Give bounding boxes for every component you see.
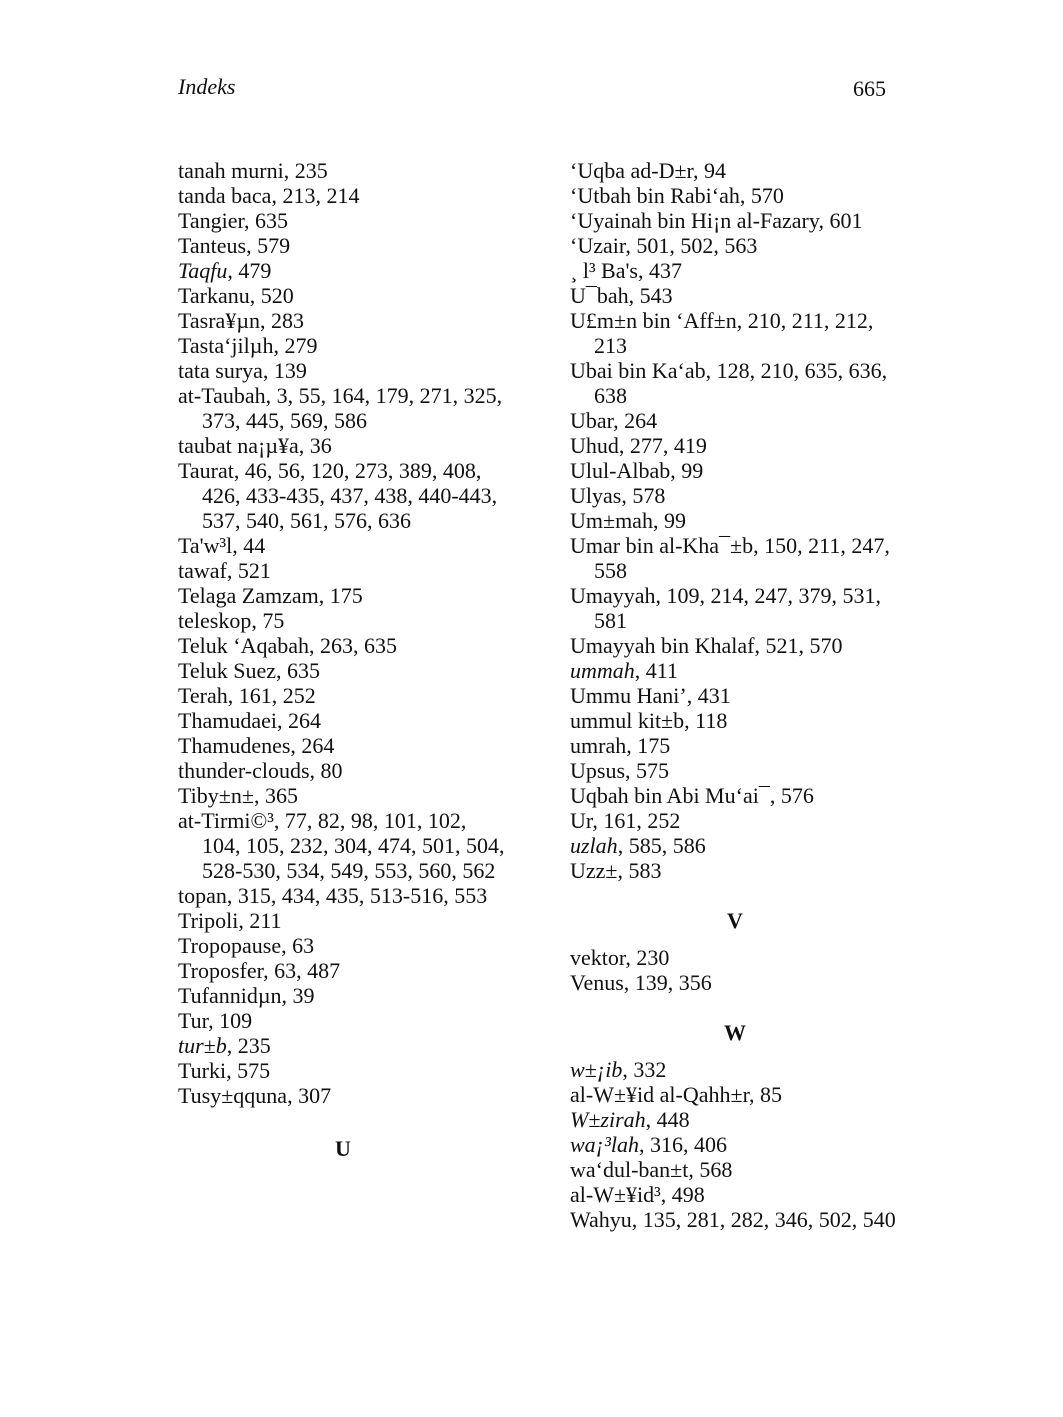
v-entries (570, 945, 900, 995)
index-pages: , 211 (238, 908, 282, 933)
index-term: Ubar (570, 408, 614, 433)
index-pages: , 128, 210, 635, 636, 638 (594, 358, 888, 408)
index-term: Uqbah bin Abi Mu‘ai¯ (570, 783, 770, 808)
index-entry (178, 208, 508, 233)
index-pages: , 150, 211, 247, 558 (594, 533, 890, 583)
index-pages: , 264 (290, 733, 335, 758)
index-term: Tufannidµn (178, 983, 282, 1008)
index-entry (570, 508, 900, 533)
index-entry (570, 408, 900, 433)
index-entry (178, 1058, 508, 1083)
index-pages: , 576 (769, 783, 814, 808)
index-entry (570, 833, 900, 858)
index-term: Taurat (178, 458, 234, 483)
index-term: Tripoli (178, 908, 239, 933)
index-entry (178, 808, 508, 883)
index-entry (570, 808, 900, 833)
index-pages: , 161, 252 (227, 683, 316, 708)
section-heading-w: W (724, 1020, 746, 1045)
index-pages: , 175 (318, 583, 363, 608)
index-entry (570, 683, 900, 708)
index-pages: , 85 (749, 1082, 783, 1107)
index-pages: , 279 (273, 333, 318, 358)
index-pages: , 277, 419 (618, 433, 707, 458)
index-term: thunder-clouds (178, 758, 310, 783)
index-pages: , 578 (621, 483, 666, 508)
index-entry (178, 383, 508, 433)
index-pages: , 601 (818, 208, 863, 233)
index-term: uzlah (570, 833, 618, 858)
index-term: al-W±¥id al-Qahh±r (570, 1082, 750, 1107)
index-term: taubat na¡µ¥a (178, 433, 299, 458)
index-term: ‘Uzair (570, 233, 626, 258)
index-term: W±zirah (570, 1107, 646, 1132)
index-entry (570, 458, 900, 483)
index-entry (570, 208, 900, 233)
index-entry (178, 658, 508, 683)
index-entry (570, 358, 900, 408)
index-pages: , 635 (244, 208, 288, 233)
index-term: Umayyah (570, 583, 656, 608)
index-term: Teluk ‘Aqabah (178, 633, 310, 658)
index-pages: , 498 (660, 1182, 705, 1207)
index-term: U£m±n bin ‘Aff±n (570, 308, 737, 333)
index-term: Tiby±n± (178, 783, 254, 808)
index-entry (178, 783, 508, 808)
index-entry (570, 783, 900, 808)
index-term: ‘Uqba ad-D±r (570, 158, 693, 183)
index-term: tawaf (178, 558, 227, 583)
index-term: Upsus (570, 758, 626, 783)
index-term: Uzz± (570, 858, 618, 883)
index-pages: , 235 (283, 158, 328, 183)
index-pages: , 94 (692, 158, 726, 183)
index-term: wa‘dul-ban±t (570, 1157, 689, 1182)
index-pages: , 583 (617, 858, 662, 883)
index-term: ‘Utbah bin Rabi‘ah (570, 183, 740, 208)
index-entry (178, 258, 508, 283)
index-entry (570, 708, 900, 733)
index-pages: , 411 (634, 658, 678, 683)
index-entry (178, 633, 508, 658)
index-term: Um±mah (570, 508, 653, 533)
index-pages: , 75 (251, 608, 285, 633)
index-term: tanah murni (178, 158, 284, 183)
running-head: Indeks (178, 74, 236, 99)
index-pages: , 3, 55, 164, 179, 271, 325, 373, 445, 569, 586 (202, 383, 503, 433)
index-pages: , 635 (276, 658, 321, 683)
index-pages: , 230 (625, 945, 670, 970)
index-entry (178, 558, 508, 583)
index-pages: , 332 (622, 1057, 667, 1082)
index-term: wa¡³lah (570, 1132, 639, 1157)
index-entry (178, 933, 508, 958)
index-pages: , 264 (276, 708, 321, 733)
index-term: Umayyah bin Khalaf (570, 633, 755, 658)
section-heading-u: U (335, 1136, 351, 1161)
index-entry (570, 583, 900, 633)
index-entry (570, 283, 900, 308)
index-entry (570, 233, 900, 258)
index-term: Ta'w³l (178, 533, 233, 558)
index-pages: , 365 (253, 783, 298, 808)
index-pages: , 307 (287, 1083, 332, 1108)
index-entry (178, 433, 508, 458)
index-term: Troposfer (178, 958, 264, 983)
index-pages: , 264 (613, 408, 658, 433)
index-pages: , 437 (638, 258, 682, 283)
index-entry (178, 683, 508, 708)
index-term: Telaga Zamzam (178, 583, 319, 608)
index-term: ummah (570, 658, 635, 683)
index-term: Ubai bin Ka‘ab (570, 358, 706, 383)
index-term: Taqfu (178, 258, 228, 283)
index-entry (178, 533, 508, 558)
index-term: Ulul-Albab (570, 458, 671, 483)
index-term: al-W±¥id³ (570, 1182, 661, 1207)
index-term: Tarkanu (178, 283, 250, 308)
index-pages: , 579 (246, 233, 291, 258)
index-entry (178, 1033, 508, 1058)
index-term: tur±b (178, 1033, 227, 1058)
index-entry (570, 945, 900, 970)
index-pages: , 479 (227, 258, 272, 283)
index-pages: , 521, 570 (754, 633, 843, 658)
index-entry (178, 1008, 508, 1033)
index-term: Venus (570, 970, 624, 995)
index-pages: , 520 (249, 283, 294, 308)
index-term: Thamudaei (178, 708, 277, 733)
index-pages: , 44 (232, 533, 266, 558)
index-entry (178, 983, 508, 1008)
index-entry (570, 533, 900, 583)
index-pages: , 210, 211, 212, 213 (594, 308, 874, 358)
index-pages: , 99 (652, 508, 686, 533)
index-pages: , 161, 252 (592, 808, 681, 833)
index-entry (570, 433, 900, 458)
index-term: at-Taubah (178, 383, 266, 408)
index-entry (570, 1132, 900, 1157)
index-entry (570, 758, 900, 783)
index-entry (570, 183, 900, 208)
right-column (570, 158, 900, 1232)
index-entry (178, 308, 508, 333)
index-term: Ur (570, 808, 593, 833)
index-term: Thamudenes (178, 733, 291, 758)
index-pages: , 46, 56, 120, 273, 389, 408, 426, 433-435, 437, 438, 440-443, 537, 540, 561, 576, 636 (202, 458, 498, 533)
index-term: w±¡ib (570, 1057, 623, 1082)
index-term: Tangier (178, 208, 244, 233)
index-term: Tropopause (178, 933, 282, 958)
index-pages: , 568 (688, 1157, 733, 1182)
index-pages: , 118 (684, 708, 728, 733)
index-term: Umar bin al-Kha¯±b (570, 533, 754, 558)
index-pages: , 139, 356 (623, 970, 712, 995)
index-pages: , 77, 82, 98, 101, 102, 104, 105, 232, 304, 474, 501, 504, 528-530, 534, 549, 553, 560, 562 (202, 808, 505, 883)
index-entry (570, 158, 900, 183)
index-pages: , 263, 635 (309, 633, 398, 658)
index-pages: , 575 (625, 758, 670, 783)
index-term: Wahyu (570, 1207, 632, 1232)
index-term: Turki (178, 1058, 227, 1083)
index-pages: , 585, 586 (617, 833, 706, 858)
index-entry (178, 908, 508, 933)
index-term: Teluk Suez (178, 658, 277, 683)
index-pages: , 283 (260, 308, 304, 333)
index-term: Tasta‘jilµh (178, 333, 274, 358)
index-pages: , 109, 214, 247, 379, 531, 581 (594, 583, 882, 633)
index-pages: , 501, 502, 563 (625, 233, 758, 258)
index-pages: , 543 (628, 283, 673, 308)
index-entry (178, 358, 508, 383)
index-term: Tusy±qquna (178, 1083, 288, 1108)
index-entry (570, 483, 900, 508)
index-entry (570, 1082, 900, 1107)
left-column (178, 158, 508, 1161)
index-term: Tanteus (178, 233, 247, 258)
index-entry (570, 970, 900, 995)
index-pages: , 39 (281, 983, 315, 1008)
index-term: ¸ l³ Ba's (570, 258, 638, 283)
index-entry (178, 233, 508, 258)
index-entry (178, 1083, 508, 1108)
index-entry (178, 758, 508, 783)
index-entry (570, 258, 900, 283)
index-term: Uhud (570, 433, 619, 458)
index-pages: , 570 (739, 183, 784, 208)
index-entry (178, 958, 508, 983)
index-pages: , 175 (626, 733, 671, 758)
index-entry (178, 608, 508, 633)
index-term: tata surya (178, 358, 263, 383)
index-entry (178, 283, 508, 308)
index-entry (570, 633, 900, 658)
index-entry (570, 1182, 900, 1207)
index-pages: , 213, 214 (271, 183, 360, 208)
section-heading-v: V (727, 908, 743, 933)
index-pages: , 448 (645, 1107, 690, 1132)
index-term: topan (178, 883, 227, 908)
index-entry (570, 658, 900, 683)
index-entry (570, 1057, 900, 1082)
left-entries (178, 158, 508, 1108)
index-term: Ulyas (570, 483, 622, 508)
index-entry (178, 333, 508, 358)
index-term: Tur (178, 1008, 209, 1033)
index-term: Terah (178, 683, 228, 708)
index-term: vektor (570, 945, 626, 970)
index-pages: , 315, 434, 435, 513-516, 553 (226, 883, 488, 908)
index-entry (570, 858, 900, 883)
index-pages: , 139 (262, 358, 307, 383)
index-pages: , 63 (281, 933, 315, 958)
index-entry (570, 308, 900, 358)
index-term: umrah (570, 733, 627, 758)
index-term: at-Tirmi©³ (178, 808, 274, 833)
index-entry (178, 708, 508, 733)
index-pages: , 80 (309, 758, 343, 783)
index-pages: , 235 (226, 1033, 271, 1058)
index-term: Tasra¥µn (178, 308, 260, 333)
index-entry (570, 1207, 900, 1232)
right-entries (570, 158, 900, 883)
index-pages: , 109 (208, 1008, 253, 1033)
index-entry (570, 1107, 900, 1132)
index-entry (178, 458, 508, 533)
index-term: ummul kit±b (570, 708, 685, 733)
index-pages: , 316, 406 (638, 1132, 727, 1157)
index-pages: , 431 (686, 683, 731, 708)
index-pages: , 36 (298, 433, 332, 458)
index-pages: , 521 (226, 558, 271, 583)
index-term: ‘Uyainah bin Hi¡n al-Fazary (570, 208, 819, 233)
index-entry (178, 733, 508, 758)
page-number: 665 (853, 76, 886, 101)
index-entry (570, 733, 900, 758)
index-entry (178, 583, 508, 608)
index-term: Ummu Hani’ (570, 683, 687, 708)
index-pages: , 99 (670, 458, 704, 483)
index-entry (178, 183, 508, 208)
index-entry (178, 883, 508, 908)
index-pages: , 63, 487 (263, 958, 341, 983)
index-entry (178, 158, 508, 183)
w-entries (570, 1057, 900, 1232)
index-term: U¯bah (570, 283, 629, 308)
index-pages: , 575 (226, 1058, 271, 1083)
index-term: teleskop (178, 608, 252, 633)
index-pages: , 135, 281, 282, 346, 502, 540 (631, 1207, 896, 1232)
index-entry (570, 1157, 900, 1182)
index-term: tanda baca (178, 183, 272, 208)
